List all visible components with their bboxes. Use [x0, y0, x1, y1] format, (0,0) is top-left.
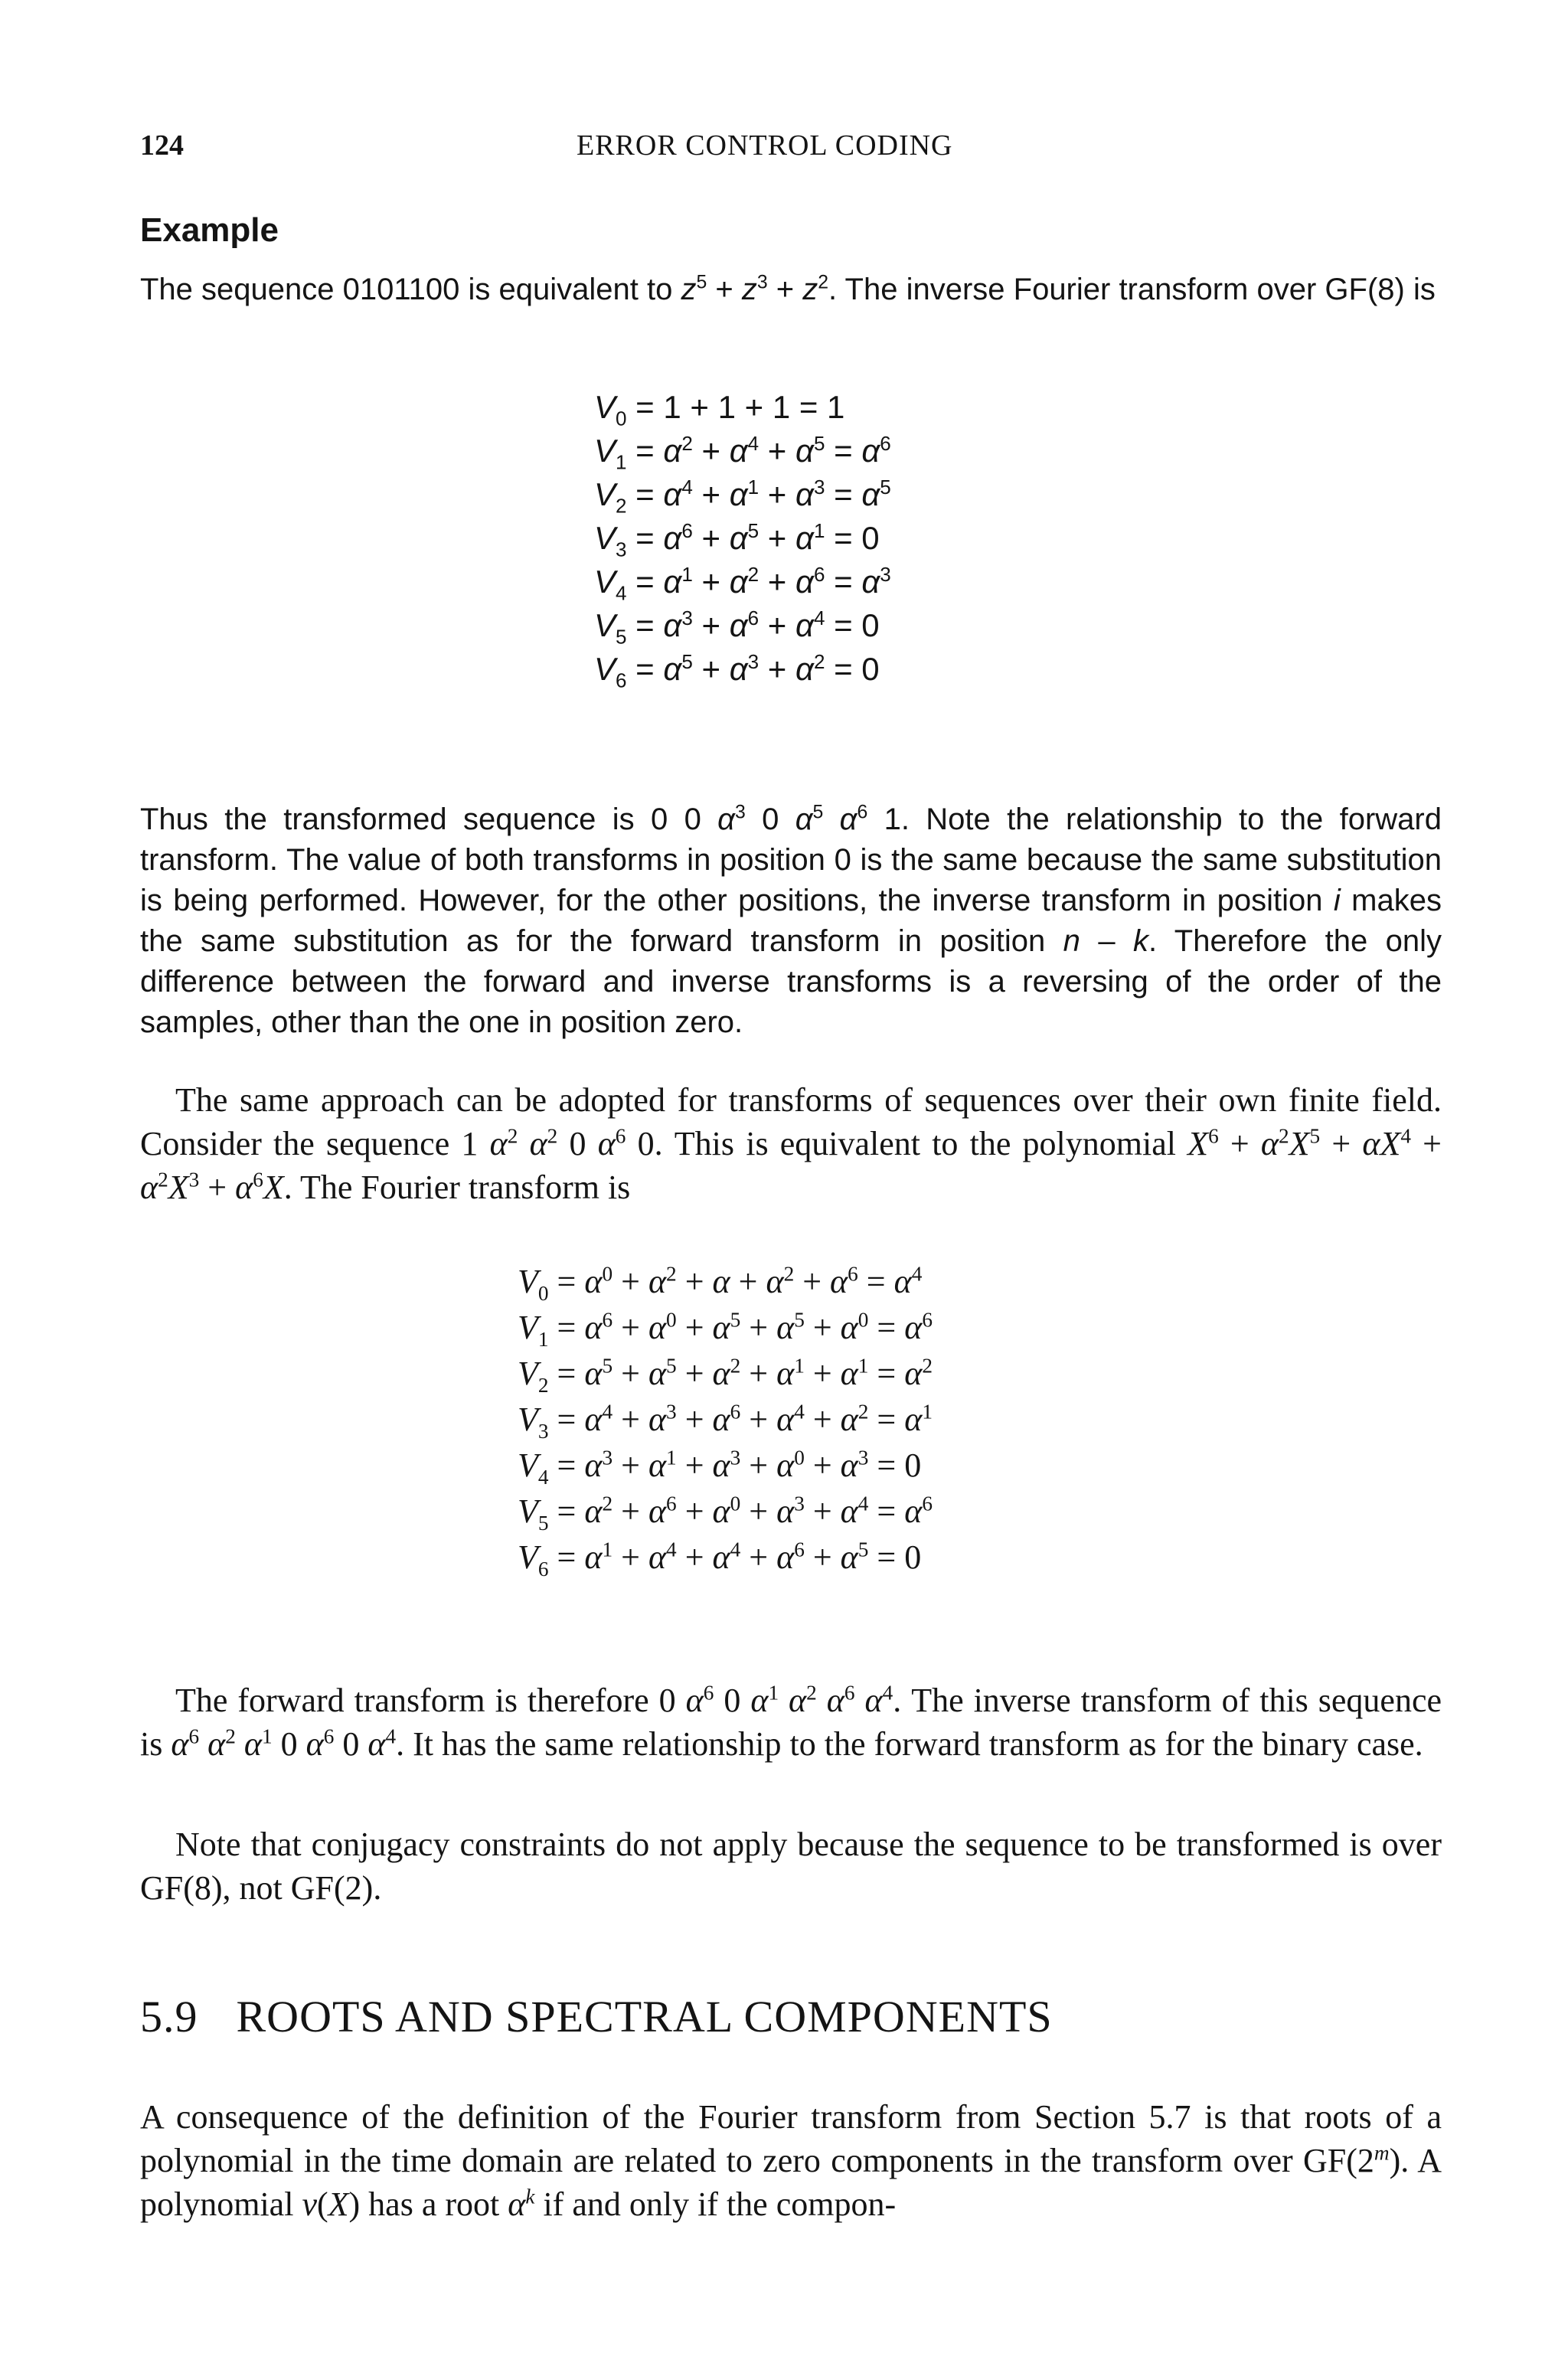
section-title: ROOTS AND SPECTRAL COMPONENTS	[236, 1992, 1053, 2041]
section-heading	[140, 1991, 1053, 2042]
equation-v6: $V_6 = \alpha^1 + \alpha^4 + \alpha^4 + \alpha^6 + \alpha^5 = 0$	[518, 1538, 922, 1581]
equation-v4: $V_4 = \alpha^1 + \alpha^2 + \alpha^6 = \alpha^3$	[594, 563, 891, 605]
equation-v2: $V_2 = \alpha^5 + \alpha^5 + \alpha^2 + \alpha^1 + \alpha^1 = \alpha^2$	[518, 1354, 933, 1397]
running-header	[140, 129, 1442, 175]
equation-v0: $V_0 = 1 + 1 + 1 = 1$	[594, 389, 845, 430]
equation-v5: $V_5 = \alpha^2 + \alpha^6 + \alpha^0 + \alpha^3 + \alpha^4 = \alpha^6$	[518, 1492, 933, 1535]
equation-v2: $V_2 = \alpha^4 + \alpha^1 + \alpha^3 = \alpha^5$	[594, 476, 891, 518]
equation-v1: $V_1 = \alpha^2 + \alpha^4 + \alpha^5 = \alpha^6$	[594, 432, 891, 474]
running-title: ERROR CONTROL CODING	[577, 129, 953, 162]
equation-v5: $V_5 = \alpha^3 + \alpha^6 + \alpha^4 = 0$	[594, 606, 880, 649]
paragraph-finite-field: The same approach can be adopted for transforms of sequences over their own finite field. Consider the sequence 1 $\alpha^2$ $\alpha^2$ 0 $\alpha^6$ 0. This is equivalent to the polynomial $X^6 + \alpha^2X^5 + \alpha X^4 + \alpha^2X^3 + \alpha^6X$. The Fourier transform is	[140, 1081, 1442, 1206]
example-conclusion: Thus the transformed sequence is 0 0 $\alpha^3$ 0 $\alpha^5$ $\alpha^6$ 1. Note the relationship to the forward transform. The value of both transforms in position 0 is the same because the same substitution is being performed. However, for the other positions, the inverse transform in position i makes the same substitution as for the forward transform in position n – k. Therefore the only difference between the forward and inverse transforms is a reversing of the order of the samples, other than the one in position zero.	[140, 802, 1442, 1039]
paragraph-conjugacy: Note that conjugacy constraints do not apply because the sequence to be transformed is over GF(8), not GF(2).	[140, 1826, 1442, 1907]
equation-v0: $V_0 = \alpha^0 + \alpha^2 + \alpha + \alpha^2 + \alpha^6 = \alpha^4$	[518, 1262, 923, 1305]
equation-v3: $V_3 = \alpha^6 + \alpha^5 + \alpha^1 = 0$	[594, 519, 880, 561]
equation-v6: $V_6 = \alpha^5 + \alpha^3 + \alpha^2 = 0$	[594, 650, 880, 692]
equation-v4: $V_4 = \alpha^3 + \alpha^1 + \alpha^3 + \alpha^0 + \alpha^3 = 0$	[518, 1446, 922, 1489]
section-number: 5.9	[140, 1992, 198, 2041]
paragraph-forward-result: The forward transform is therefore 0 $\alpha^6$ 0 $\alpha^1$ $\alpha^2$ $\alpha^6$ $\alpha^4$. The inverse transform of this sequence is $\alpha^6$ $\alpha^2$ $\alpha^1$ 0 $\alpha^6$ 0 $\alpha^4$. It has the same relationship to the forward transform as for the binary case.	[140, 1681, 1442, 1763]
example-intro: The sequence 0101100 is equivalent to $z^5 + z^3 + z^2$. The inverse Fourier transform over GF(8) is	[140, 272, 1436, 306]
equation-v3: $V_3 = \alpha^4 + \alpha^3 + \alpha^6 + \alpha^4 + \alpha^2 = \alpha^1$	[518, 1400, 933, 1443]
equation-v1: $V_1 = \alpha^6 + \alpha^0 + \alpha^5 + \alpha^5 + \alpha^0 = \alpha^6$	[518, 1308, 933, 1351]
section-intro: A consequence of the definition of the Fourier transform from Section 5.7 is that roots of a polynomial in the time domain are related to zero components in the transform over GF(2$^m$). A polynomial v(X) has a root $\alpha^k$ if and only if the compon-	[140, 2098, 1442, 2223]
page-number: 124	[140, 129, 184, 162]
example-heading: Example	[140, 211, 279, 249]
